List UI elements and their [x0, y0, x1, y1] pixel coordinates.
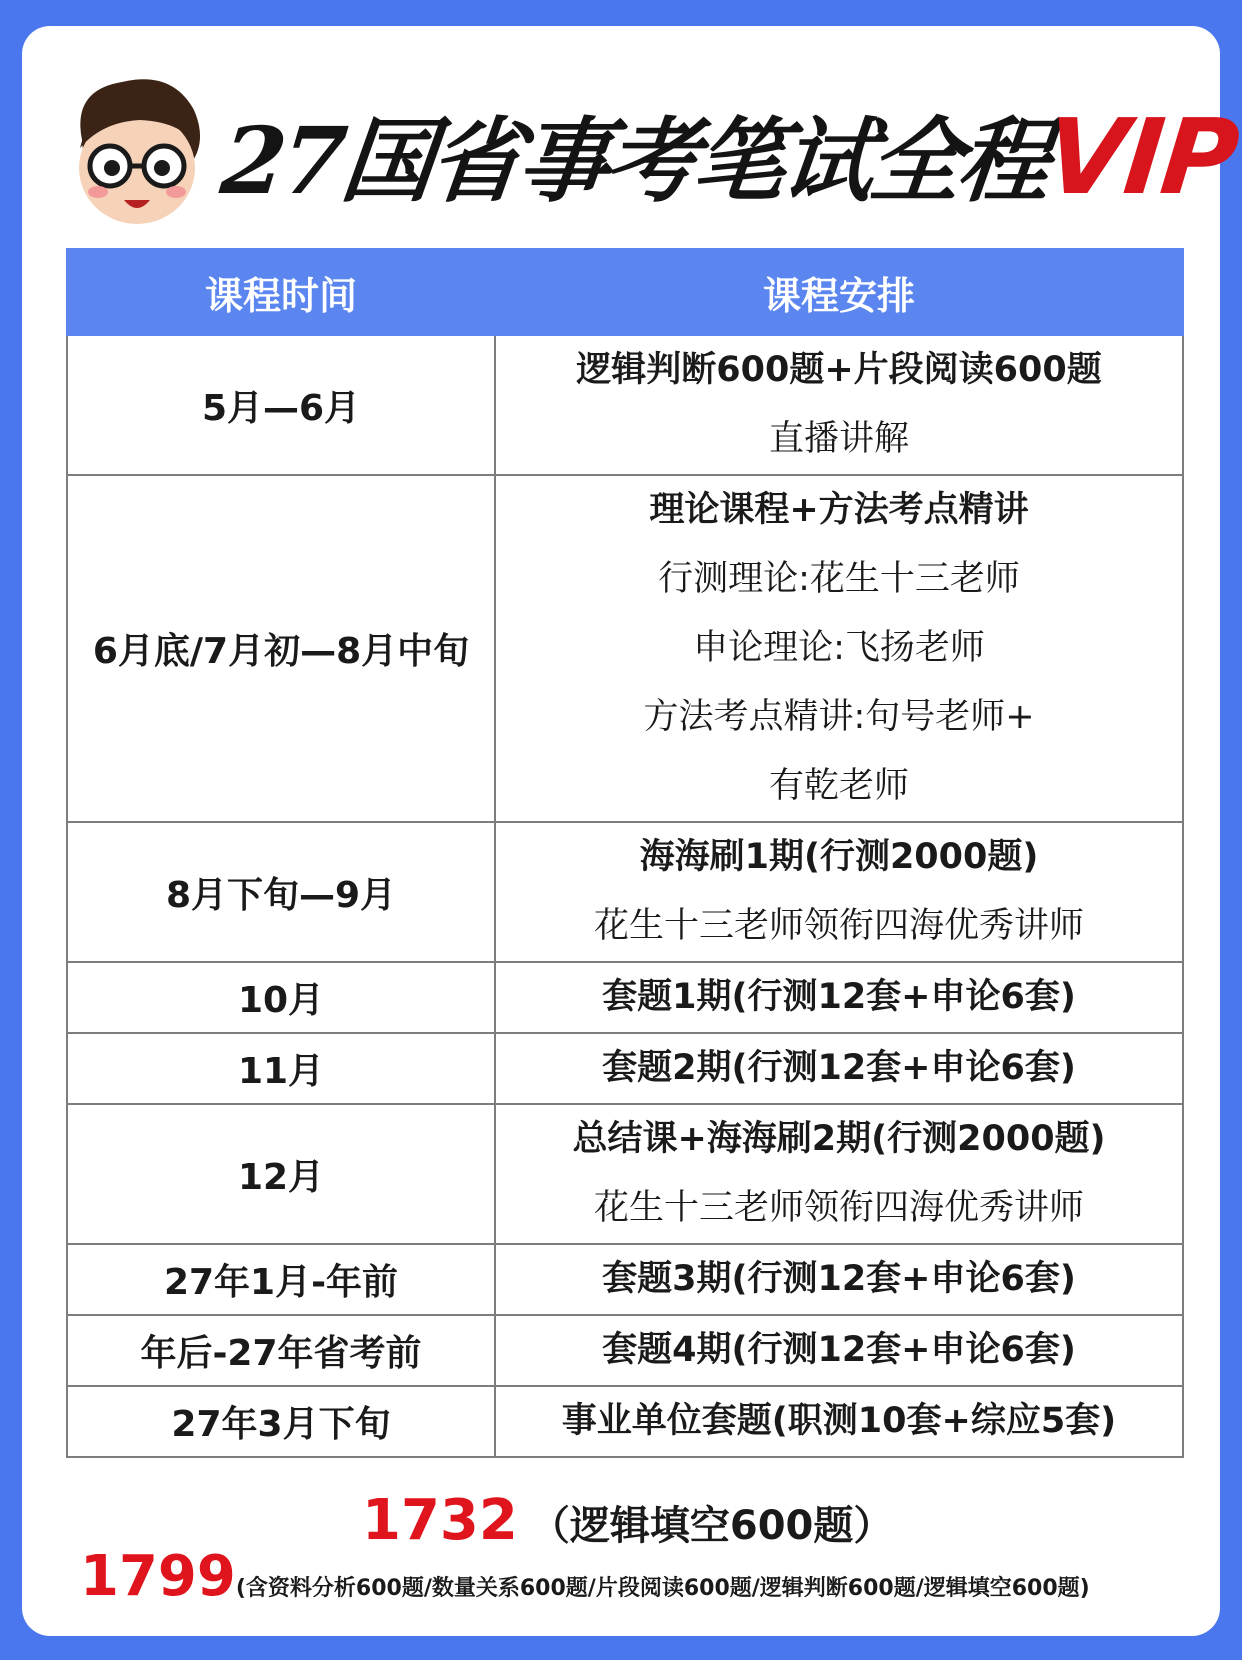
price-b-value: 1799 [80, 1544, 236, 1609]
table-row [67, 1315, 1183, 1386]
table-row [67, 1244, 1183, 1315]
table-header-row [67, 249, 1183, 335]
table-row [67, 1033, 1183, 1104]
plan-cell: 总结课+海海刷2期(行测2000题) 花生十三老师领衔四海优秀讲师 [495, 1104, 1183, 1244]
table-row [67, 822, 1183, 962]
time-cell: 12月 [67, 1104, 495, 1244]
plan-cell: 套题2期(行测12套+申论6套) [495, 1033, 1183, 1104]
price-b-note: (含资料分析600题/数量关系600题/片段阅读600题/逻辑判断600题/逻辑填空600题) [235, 1576, 1090, 1601]
price-a-value: 1732 [362, 1488, 518, 1553]
table-row [67, 335, 1183, 475]
price-option-b [80, 1544, 1090, 1609]
plan-cell: 理论课程+方法考点精讲 行测理论:花生十三老师 申论理论:飞扬老师 方法考点精讲:句号老师+ 有乾老师 [495, 475, 1183, 822]
vip-label: VIP [1040, 96, 1242, 218]
page-title: 27国省事考笔试全程VIP [216, 96, 1242, 218]
table-row [67, 475, 1183, 822]
price-a-note: （逻辑填空600题） [529, 1503, 894, 1549]
plan-cell: 海海刷1期(行测2000题) 花生十三老师领衔四海优秀讲师 [495, 822, 1183, 962]
schedule-table [66, 248, 1184, 1458]
table-row [67, 1386, 1183, 1457]
header-plan: 课程安排 [495, 249, 1183, 335]
time-cell: 11月 [67, 1033, 495, 1104]
table-row [67, 1104, 1183, 1244]
time-cell: 27年3月下旬 [67, 1386, 495, 1457]
plan-cell: 套题3期(行测12套+申论6套) [495, 1244, 1183, 1315]
plan-cell: 套题4期(行测12套+申论6套) [495, 1315, 1183, 1386]
time-cell: 10月 [67, 962, 495, 1033]
time-cell: 年后-27年省考前 [67, 1315, 495, 1386]
teacher-avatar [62, 70, 212, 230]
plan-cell: 逻辑判断600题+片段阅读600题 直播讲解 [495, 335, 1183, 475]
time-cell: 6月底/7月初—8月中旬 [67, 475, 495, 822]
table-row [67, 962, 1183, 1033]
time-cell: 27年1月-年前 [67, 1244, 495, 1315]
plan-cell: 事业单位套题(职测10套+综应5套) [495, 1386, 1183, 1457]
time-cell: 5月—6月 [67, 335, 495, 475]
time-cell: 8月下旬—9月 [67, 822, 495, 962]
header-time: 课程时间 [67, 249, 495, 335]
plan-cell: 套题1期(行测12套+申论6套) [495, 962, 1183, 1033]
